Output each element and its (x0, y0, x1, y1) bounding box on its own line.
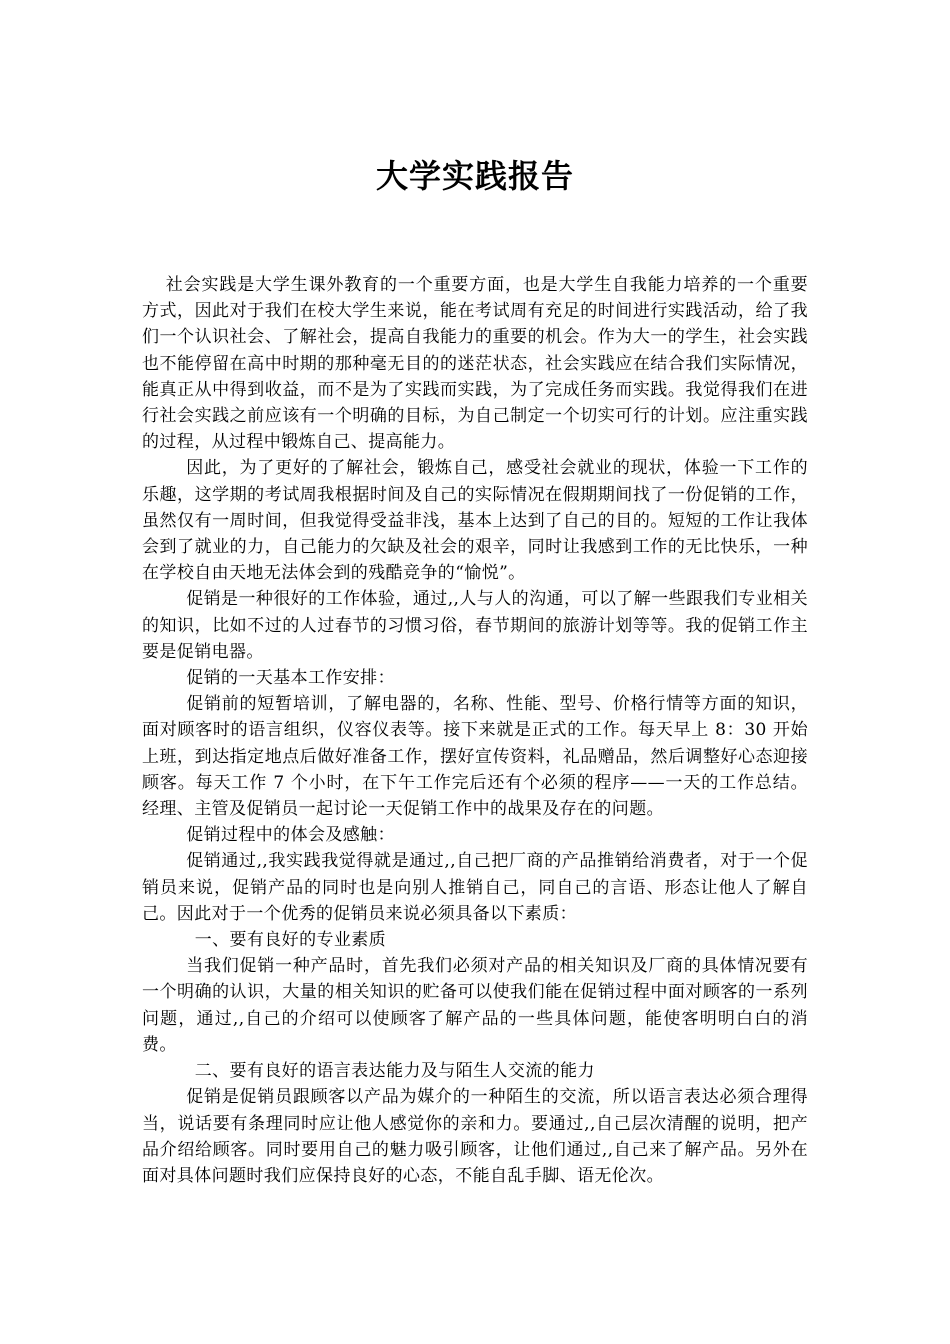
section-heading-daily-schedule: 促销的一天基本工作安排： (186, 668, 395, 689)
document-body (142, 272, 808, 1189)
section-heading-communication: 二、要有良好的语言表达能力及与陌生人交流的能力 (194, 1061, 595, 1082)
document-title: 大学实践报告 (375, 157, 574, 195)
paragraph-reflections: 促销通过,,我实践我觉得就是通过,,自己把厂商的产品推销给消费者，对于一个促销员来说，促销产品的同时也是向别人推销自己，同自己的言语、形态让他人了解自己。因此对于一个优秀的促销员来说必须具备以下素质： (142, 851, 808, 924)
section-heading-reflections: 促销过程中的体会及感触： (186, 825, 395, 846)
paragraph-motivation: 因此，为了更好的了解社会，锻炼自己，感受社会就业的现状，体验一下工作的乐趣，这学期的考试周我根据时间及自己的实际情况在假期期间找了一份促销的工作，虽然仅有一周时间，但我觉得受益非浅，基本上达到了自己的目的。短短的工作让我体会到了就业的力，自己能力的欠缺及社会的艰辛，同时让我感到工作的无比快乐，一种在学校自由天地无法体会到的残酷竞争的“愉悦”。 (142, 458, 808, 584)
paragraph-promotion-experience: 促销是一种很好的工作体验，通过,,人与人的沟通，可以了解一些跟我们专业相关的知识，比如不过的人过春节的习惯习俗，春节期间的旅游计划等等。我的促销工作主要是促销电器。 (142, 589, 808, 662)
paragraph-professional-quality: 当我们促销一种产品时，首先我们必须对产品的相关知识及厂商的具体情况要有一个明确的认识，大量的相关知识的贮备可以使我们能在促销过程中面对顾客的一系列问题，通过,,自己的介绍可以使顾客了解产品的一些具体问题，能使客明明白白的消费。 (142, 956, 808, 1055)
paragraph-daily-schedule: 促销前的短暂培训，了解电器的，名称、性能、型号、价格行情等方面的知识，面对顾客时的语言组织，仪容仪表等。接下来就是正式的工作。每天早上 8：30 开始上班，到达指定地点后做好准备工作，摆好宣传资料，礼品赠品，然后调整好心态迎接顾客。每天工作 7 个小时，在下午工作完后还有个必须的程序——一天的工作总结。经理、主管及促销员一起讨论一天促销工作中的战果及存在的问题。 (142, 694, 808, 820)
paragraph-intro: 社会实践是大学生课外教育的一个重要方面，也是大学生自我能力培养的一个重要方式，因此对于我们在校大学生来说，能在考试周有充足的时间进行实践活动，给了我们一个认识社会、了解社会，提高自我能力的重要的机会。作为大一的学生，社会实践也不能停留在高中时期的那种毫无目的的迷茫状态，社会实践应在结合我们实际情况，能真正从中得到收益，而不是为了实践而实践，为了完成任务而实践。我觉得我们在进行社会实践之前应该有一个明确的目标，为自己制定一个切实可行的计划。应注重实践的过程，从过程中锻炼自己、提高能力。 (142, 275, 808, 453)
paragraph-communication: 促销是促销员跟顾客以产品为媒介的一种陌生的交流，所以语言表达必须合理得当，说话要有条理同时应让他人感觉你的亲和力。要通过,,自己层次清醒的说明，把产品介绍给顾客。同时要用自己的魅力吸引顾客，让他们通过,,自己来了解产品。另外在面对具体问题时我们应保持良好的心态，不能自乱手脚、语无伦次。 (142, 1087, 808, 1186)
section-heading-professional-quality: 一、要有良好的专业素质 (194, 930, 387, 951)
